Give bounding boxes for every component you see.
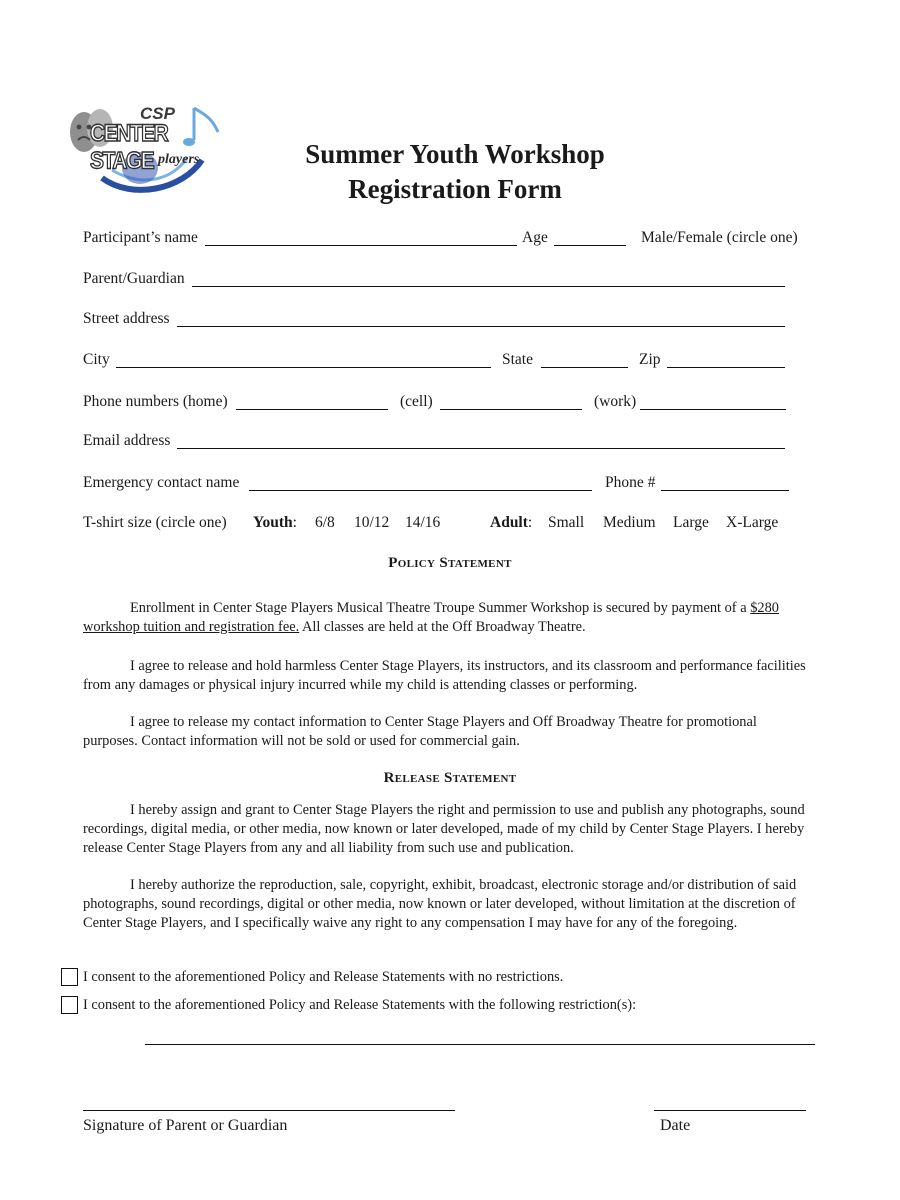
zip-field[interactable] [667, 367, 785, 368]
adult-size-option[interactable]: Medium [603, 514, 656, 531]
adult-size-option[interactable]: X-Large [726, 514, 779, 531]
signature-label: Signature of Parent or Guardian [83, 1117, 288, 1134]
consent-with-restrictions-checkbox[interactable] [61, 996, 78, 1014]
policy-paragraph: I agree to release and hold harmless Center Stage Players, its instructors, and its classroom and performance facilities from any damages or physical injury incurred while my child is attending classes or performing. [83, 658, 806, 693]
youth-size-option[interactable]: 14/16 [405, 514, 441, 531]
form-title-line1: Summer Youth Workshop [305, 139, 605, 169]
release-paragraph: I hereby assign and grant to Center Stage Players the right and permission to use and publish any photographs, sound recordings, digital media, or other media, now known or later developed, made of my child by Center Stage Players. I hereby release Center Stage Players from any and all liability from such use and publication. [83, 802, 805, 856]
tshirt-size-label: T-shirt size (circle one) [83, 514, 227, 531]
adult-size-option[interactable]: Small [548, 514, 585, 531]
city-field[interactable] [116, 367, 491, 368]
center-stage-players-logo [62, 100, 232, 200]
date-label: Date [660, 1117, 691, 1134]
emergency-contact-label: Emergency contact name [83, 474, 240, 491]
phone-cell-label: (cell) [400, 393, 433, 410]
participant-name-field[interactable] [205, 245, 517, 246]
youth-label: Youth [253, 514, 293, 531]
consent-with-restrictions-label: I consent to the aforementioned Policy and Release Statements with the following restriction(s): [83, 997, 637, 1013]
youth-size-option[interactable]: 10/12 [354, 514, 390, 531]
release-paragraph: I hereby authorize the reproduction, sale, copyright, exhibit, broadcast, electronic storage and/or distribution of said photographs, sound recordings, digital or other media, now known or later developed, without limitation at the discretion of Center Stage Players, and I specifically waive any right to any compensation I may have for any of the foregoing. [83, 877, 797, 931]
phone-home-field[interactable] [236, 409, 388, 410]
policy-paragraph: I agree to release my contact information to Center Stage Players and Off Broadway Theatre for promotional purposes. Contact information will not be sold or used for commercial gain. [83, 714, 757, 749]
age-field[interactable] [554, 245, 626, 246]
phone-work-label: (work) [594, 393, 637, 410]
phone-home-label: Phone numbers (home) [83, 393, 228, 410]
consent-no-restrictions-checkbox[interactable] [61, 968, 78, 986]
parent-guardian-field[interactable] [192, 286, 785, 287]
email-address-field[interactable] [177, 448, 785, 449]
youth-size-option[interactable]: 6/8 [315, 514, 335, 531]
phone-work-field[interactable] [640, 409, 786, 410]
gender-label: Male/Female (circle one) [641, 229, 798, 246]
emergency-phone-label: Phone # [605, 474, 656, 491]
street-address-label: Street address [83, 310, 170, 327]
logo-script-text: players [158, 152, 200, 167]
consent-no-restrictions-label: I consent to the aforementioned Policy and Release Statements with no restrictions. [83, 969, 564, 985]
form-title-line2: Registration Form [348, 174, 562, 204]
participant-name-label: Participant’s name [83, 229, 198, 246]
parent-guardian-label: Parent/Guardian [83, 270, 185, 287]
age-label: Age [522, 229, 548, 246]
tuition-fee-text: $280 workshop tuition and registration fee. [83, 600, 779, 635]
street-address-field[interactable] [177, 326, 785, 327]
state-label: State [502, 351, 533, 368]
phone-cell-field[interactable] [440, 409, 582, 410]
adult-size-option[interactable]: Large [673, 514, 709, 531]
date-field[interactable] [654, 1110, 806, 1111]
policy-paragraph: Enrollment in Center Stage Players Musical Theatre Troupe Summer Workshop is secured by payment of a $280 workshop tuition and registration fee. All classes are held at the Off Broadway Theatre. [83, 600, 779, 635]
policy-heading: Policy Statement [388, 555, 512, 571]
zip-label: Zip [639, 351, 661, 368]
city-label: City [83, 351, 110, 368]
emergency-contact-field[interactable] [249, 490, 592, 491]
email-address-label: Email address [83, 432, 171, 449]
release-heading: Release Statement [383, 770, 517, 786]
logo-top-text: CSP [140, 104, 175, 123]
logo-main-text: CENTER STAGE [90, 120, 168, 175]
emergency-phone-field[interactable] [661, 490, 789, 491]
signature-field[interactable] [83, 1110, 455, 1111]
state-field[interactable] [541, 367, 628, 368]
restrictions-field[interactable] [145, 1044, 815, 1045]
adult-label: Adult [490, 514, 528, 531]
